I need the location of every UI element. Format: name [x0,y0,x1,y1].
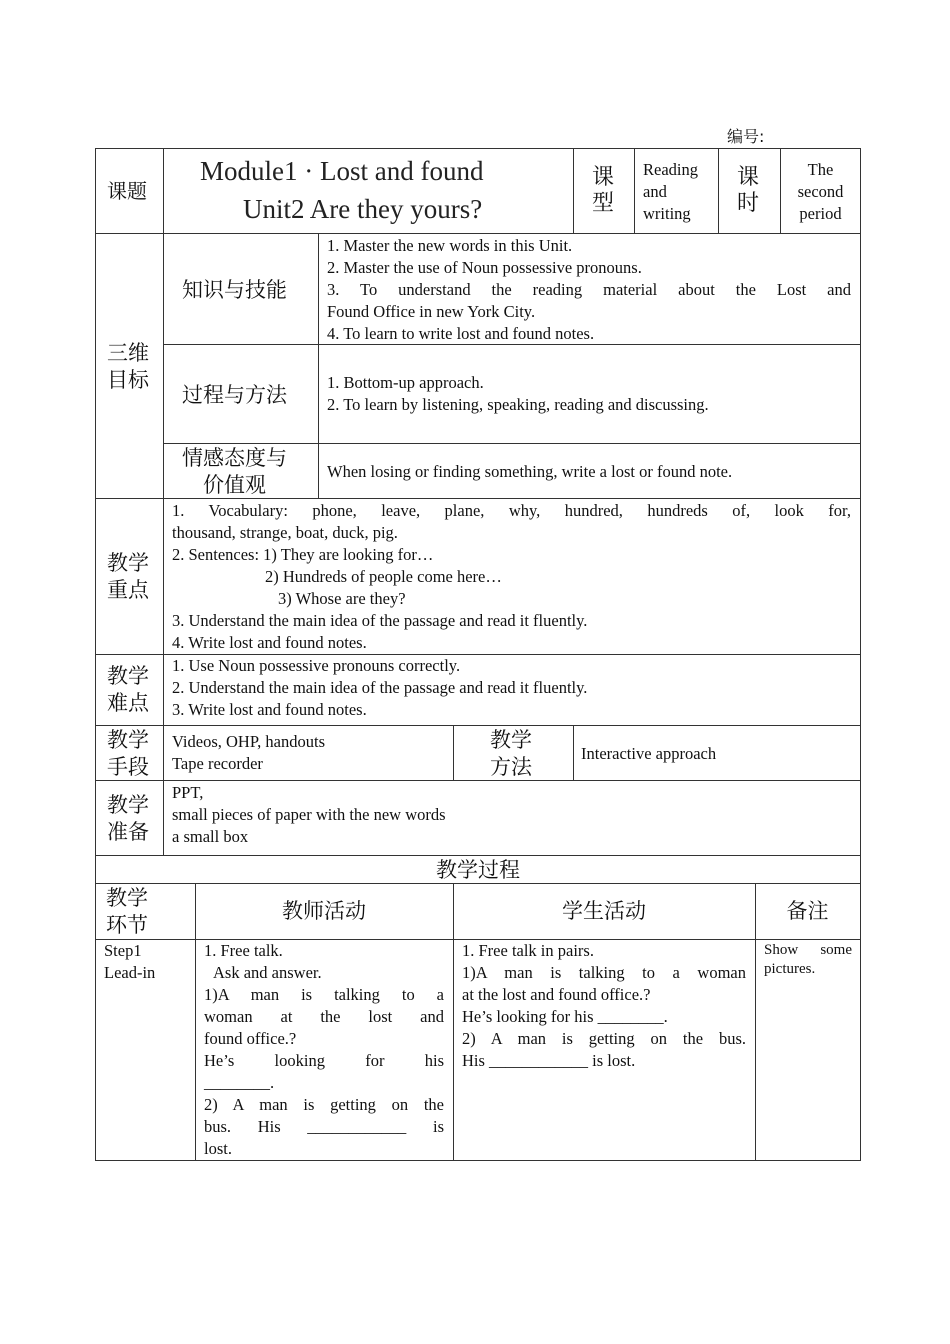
lesson-type-value-line: and [643,182,667,201]
lesson-type-value-line: writing [643,204,691,223]
lesson-type-label: 课 型 [592,165,615,216]
teaching-method-label [490,727,532,781]
preparation-label [107,792,149,846]
teacher-line: Ask and answer. [213,963,322,982]
teaching-method-value: Interactive approach [581,744,717,763]
teacher-line: found office.? [204,1029,297,1048]
process-line: 1. Bottom-up approach. [327,373,484,392]
preparation-label-line: 教学 [107,793,149,817]
student-line: His ____________ is lost. [462,1051,636,1070]
difficulties-label [107,663,149,717]
teacher-line: ________. [204,1073,275,1092]
attitude-values-label [182,445,287,499]
key-point-line: 1. Vocabulary: phone, leave, plane, why, hundred, hundreds of, look for, [172,501,851,520]
difficulty-line: 3. Write lost and found notes. [172,700,367,719]
student-activity-column-header: 学生活动 [562,899,646,923]
topic-title-line1: Module1 · Lost and found [200,156,484,186]
key-points-label [107,550,149,604]
attitude-label-line: 价值观 [203,473,266,497]
notes-line: Show some [764,942,852,958]
objectives-label-line: 三维 [107,341,149,365]
stage-column-header [106,885,148,939]
teacher-activity-column-header: 教师活动 [282,899,366,923]
teacher-line: 2) A man is getting on the [204,1095,444,1114]
key-point-line: 2) Hundreds of people come here… [265,567,502,586]
preparation-line: PPT, [172,783,204,802]
knowledge-line: 2. Master the use of Noun possessive pronouns. [327,258,642,277]
difficulties-label-line: 教学 [107,664,149,688]
teacher-line: woman at the lost and [204,1007,444,1026]
knowledge-skills-label: 知识与技能 [182,278,287,302]
means-line: Tape recorder [172,754,263,773]
teacher-line: 1)A man is talking to a [204,985,444,1004]
teacher-line: lost. [204,1139,232,1158]
difficulty-line: 1. Use Noun possessive pronouns correctly. [172,656,461,675]
period-value-line: second [797,182,844,201]
teaching-process-title: 教学过程 [436,858,520,882]
process-methods-label: 过程与方法 [182,383,287,407]
teacher-line: 1. Free talk. [204,941,283,960]
notes-line: pictures. [764,961,816,977]
document-number-label: 编号: [727,127,765,146]
preparation-line: a small box [172,827,249,846]
topic-label: 课题 [107,179,147,203]
student-line: He’s looking for his ________. [462,1007,668,1026]
lesson-type-value [643,159,698,225]
teacher-line: bus. His ____________ is [204,1117,444,1136]
knowledge-line: 1. Master the new words in this Unit. [327,236,573,255]
period-label: 课 时 [737,165,760,216]
lesson-type-value-line: Reading [643,160,698,179]
process-line: 2. To learn by listening, speaking, reading and discussing. [327,395,709,414]
key-point-line: thousand, strange, boat, duck, pig. [172,523,398,542]
preparation-label-line: 准备 [107,820,149,844]
knowledge-line: Found Office in new York City. [327,302,536,321]
topic-title-line2: Unit2 Are they yours? [243,194,483,224]
student-line: 1)A man is talking to a woman [462,963,746,982]
key-points-label-line: 教学 [107,551,149,575]
period-value-line: The [807,160,834,179]
means-line: Videos, OHP, handouts [172,732,326,751]
key-point-line: 4. Write lost and found notes. [172,633,367,652]
period-value-line: period [799,204,842,223]
teaching-means-label [107,727,149,781]
difficulty-line: 2. Understand the main idea of the passage and read it fluently. [172,678,588,697]
notes-column-header: 备注 [786,899,829,923]
attitude-label-line: 情感态度与 [182,446,287,470]
attitude-values-text: When losing or finding something, write a lost or found note. [327,462,733,481]
key-points-label-line: 重点 [107,578,149,602]
stage-header-line: 环节 [106,913,148,937]
teacher-line: He’s looking for his [204,1051,444,1070]
stage-line: Lead-in [104,963,156,982]
method-label-line: 教学 [490,728,532,752]
stage-line: Step1 [104,941,142,960]
difficulties-label-line: 难点 [107,691,149,715]
objectives-label-line: 目标 [107,368,149,392]
key-point-line: 2. Sentences: 1) They are looking for… [172,545,434,564]
stage-header-line: 教学 [106,886,148,910]
means-label-line: 教学 [107,728,149,752]
knowledge-line: 3. To understand the reading material about the Lost and [327,280,851,299]
student-line: 2) A man is getting on the bus. [462,1029,746,1048]
student-line: at the lost and found office.? [462,985,651,1004]
student-line: 1. Free talk in pairs. [462,941,594,960]
period-value [781,159,860,225]
key-point-line: 3) Whose are they? [278,589,406,608]
key-point-line: 3. Understand the main idea of the passage and read it fluently. [172,611,588,630]
knowledge-line: 4. To learn to write lost and found notes. [327,324,595,343]
means-label-line: 手段 [107,755,149,779]
objectives-label [107,340,149,394]
preparation-line: small pieces of paper with the new words [172,805,446,824]
method-label-line: 方法 [490,755,532,779]
